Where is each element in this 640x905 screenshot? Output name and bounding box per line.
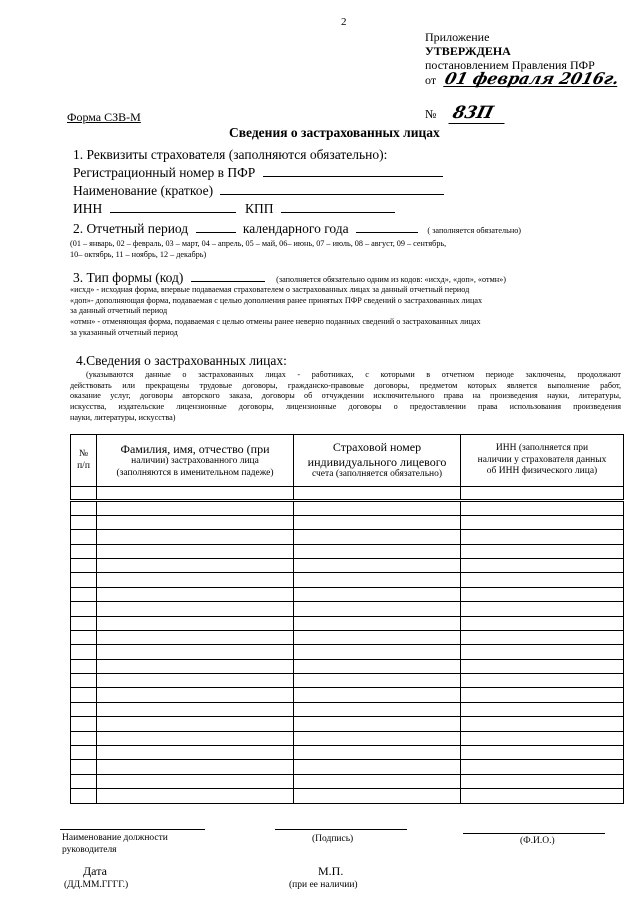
col-fio-header-line1: Фамилия, имя, отчество (при xyxy=(120,441,270,456)
reg-number-field[interactable] xyxy=(263,166,443,177)
col-fio-header-line3: (заполняются в именительном падеже) xyxy=(116,467,274,478)
table-row xyxy=(71,587,624,601)
inn-cell[interactable] xyxy=(461,515,624,529)
position-label xyxy=(62,832,168,856)
row-number-cell[interactable] xyxy=(71,789,97,803)
fio-label: (Ф.И.О.) xyxy=(520,836,555,846)
table-body xyxy=(71,487,624,804)
inn-cell[interactable] xyxy=(461,774,624,788)
table-row xyxy=(71,746,624,760)
fio-cell[interactable] xyxy=(97,530,294,544)
approval-number-prefix: № xyxy=(425,107,437,121)
table-row xyxy=(71,674,624,688)
fio-cell[interactable] xyxy=(97,774,294,788)
date-label: Дата xyxy=(83,864,107,878)
snils-cell[interactable] xyxy=(294,602,461,616)
col-inn-header-line1: ИНН (заполняется при xyxy=(495,443,589,454)
inn-cell[interactable] xyxy=(461,789,624,803)
table-row xyxy=(71,515,624,529)
reporting-period-note: ( заполняется обязательно) xyxy=(427,226,522,235)
col-number-header-line1: № xyxy=(78,448,89,459)
section-insurer xyxy=(73,146,444,218)
snils-cell[interactable] xyxy=(294,501,461,515)
table-row xyxy=(71,501,624,515)
form-type-legend-line2: «доп»- дополняющая форма, подаваемая с целью дополнения ранее принятых ПФР сведений о застрахованных лицах xyxy=(70,295,483,305)
calendar-year-field[interactable] xyxy=(356,222,418,233)
col-number-header-line2: п/п xyxy=(77,460,90,471)
page-title: Сведения о застрахованных лицах xyxy=(229,125,440,140)
insured-persons-table xyxy=(70,434,624,804)
snils-cell[interactable] xyxy=(294,573,461,587)
row-number-cell[interactable] xyxy=(71,515,97,529)
inn-cell[interactable] xyxy=(461,544,624,558)
table-row xyxy=(71,558,624,572)
snils-cell[interactable] xyxy=(294,487,461,501)
inn-cell[interactable] xyxy=(461,558,624,572)
fio-cell[interactable] xyxy=(97,630,294,644)
table-row xyxy=(71,487,624,501)
fio-line[interactable] xyxy=(463,833,605,834)
snils-cell[interactable] xyxy=(294,544,461,558)
row-number-cell[interactable] xyxy=(71,544,97,558)
row-number-cell[interactable] xyxy=(71,530,97,544)
inn-cell[interactable] xyxy=(461,702,624,716)
insured-persons-note-line1: (указываются данные о застрахованных лицах - работниках, с которыми в отчетном периоде заключены, продолжают xyxy=(86,370,621,379)
form-type-row xyxy=(73,270,506,286)
snils-cell[interactable] xyxy=(294,731,461,745)
snils-cell[interactable] xyxy=(294,674,461,688)
inn-cell[interactable] xyxy=(461,530,624,544)
inn-cell[interactable] xyxy=(461,659,624,673)
fio-cell[interactable] xyxy=(97,573,294,587)
col-fio-header-line2: наличии) застрахованного лица xyxy=(131,456,259,467)
row-number-cell[interactable] xyxy=(71,702,97,716)
fio-cell[interactable] xyxy=(97,558,294,572)
row-number-cell[interactable] xyxy=(71,760,97,774)
inn-kpp-row xyxy=(73,200,444,218)
section-insurer-heading: 1. Реквизиты страхователя (заполняются обязательно): xyxy=(73,147,388,162)
insured-persons-heading: 4.Сведения о застрахованных лицах: xyxy=(76,353,287,368)
row-number-cell[interactable] xyxy=(71,501,97,515)
snils-cell[interactable] xyxy=(294,702,461,716)
position-line[interactable] xyxy=(60,829,205,830)
reporting-period-row xyxy=(73,221,521,237)
snils-cell[interactable] xyxy=(294,774,461,788)
row-number-cell[interactable] xyxy=(71,573,97,587)
row-number-cell[interactable] xyxy=(71,674,97,688)
approval-date-prefix: от xyxy=(425,73,437,87)
fio-cell[interactable] xyxy=(97,760,294,774)
approval-decree: постановлением Правления ПФР xyxy=(425,58,595,72)
stamp-note: (при ее наличии) xyxy=(289,880,358,890)
signature-line[interactable] xyxy=(275,829,407,830)
col-snils-header-line3: счета (заполняется обязательно) xyxy=(311,469,443,480)
stamp-label: М.П. xyxy=(318,864,344,878)
row-number-cell[interactable] xyxy=(71,717,97,731)
approval-date-handwritten: 01 февраля 2016г. xyxy=(442,69,622,88)
reporting-period-field[interactable] xyxy=(196,222,236,233)
snils-cell[interactable] xyxy=(294,789,461,803)
insured-persons-note-line3: оказание услуг, договоры авторского заказа, договоры об отчуждении исключительного права на произведения науки, литературы, xyxy=(70,391,621,401)
row-number-cell[interactable] xyxy=(71,558,97,572)
fio-cell[interactable] xyxy=(97,789,294,803)
table-row xyxy=(71,774,624,788)
page-number: 2 xyxy=(341,16,347,28)
col-inn-header-line3: об ИНН физического лица) xyxy=(486,466,598,477)
row-number-cell[interactable] xyxy=(71,602,97,616)
fio-cell[interactable] xyxy=(97,659,294,673)
snils-cell[interactable] xyxy=(294,530,461,544)
inn-cell[interactable] xyxy=(461,630,624,644)
inn-cell[interactable] xyxy=(461,573,624,587)
snils-cell[interactable] xyxy=(294,630,461,644)
table-row xyxy=(71,702,624,716)
table-header-row xyxy=(71,435,624,487)
reg-number-label: Регистрационный номер в ПФР xyxy=(73,165,256,180)
approval-date-row xyxy=(425,69,622,88)
form-type-legend xyxy=(70,285,482,338)
snils-cell[interactable] xyxy=(294,616,461,630)
col-number-header xyxy=(71,435,97,487)
row-number-cell[interactable] xyxy=(71,746,97,760)
col-inn-header-line2: наличии у страхователя данных xyxy=(477,454,607,465)
insured-persons-note-line4: искусства, издательские лицензионные договоры, лицензионные договоры о предоставлении права использования произведения xyxy=(70,401,621,411)
months-legend-line2: 10– октябрь, 11 – ноябрь, 12 – декабрь) xyxy=(70,249,207,259)
fio-cell[interactable] xyxy=(97,674,294,688)
inn-cell[interactable] xyxy=(461,602,624,616)
table-row xyxy=(71,573,624,587)
table-row xyxy=(71,731,624,745)
inn-cell[interactable] xyxy=(461,645,624,659)
short-name-field[interactable] xyxy=(220,184,444,195)
months-legend-line1: (01 – январь, 02 – февраль, 03 – март, 04 – апрель, 05 – май, 06– июнь, 07 – июль, 08 – август, 09 – сентябрь, xyxy=(70,239,447,248)
approval-number-row xyxy=(425,103,507,124)
reporting-period-label: 2. Отчетный период xyxy=(73,221,189,236)
col-inn-header xyxy=(461,435,624,487)
form-code: Форма СЗВ-М xyxy=(67,110,141,124)
table-row xyxy=(71,630,624,644)
snils-cell[interactable] xyxy=(294,659,461,673)
table-row xyxy=(71,688,624,702)
snils-cell[interactable] xyxy=(294,515,461,529)
reg-number-row xyxy=(73,164,444,182)
fio-cell[interactable] xyxy=(97,587,294,601)
row-number-cell[interactable] xyxy=(71,659,97,673)
table-row xyxy=(71,659,624,673)
fio-cell[interactable] xyxy=(97,746,294,760)
snils-cell[interactable] xyxy=(294,558,461,572)
row-number-cell[interactable] xyxy=(71,587,97,601)
inn-cell[interactable] xyxy=(461,616,624,630)
snils-cell[interactable] xyxy=(294,688,461,702)
kpp-label: КПП xyxy=(245,201,274,216)
fio-cell[interactable] xyxy=(97,616,294,630)
inn-cell[interactable] xyxy=(461,674,624,688)
insured-persons-note xyxy=(70,370,621,423)
inn-cell[interactable] xyxy=(461,501,624,515)
inn-cell[interactable] xyxy=(461,746,624,760)
position-label-line1: Наименование должности xyxy=(62,833,168,843)
form-type-label: 3. Тип формы (код) xyxy=(73,270,184,285)
col-fio-header xyxy=(97,435,294,487)
approval-appendix: Приложение xyxy=(425,30,490,44)
row-number-cell[interactable] xyxy=(71,630,97,644)
row-number-cell[interactable] xyxy=(71,616,97,630)
fio-cell[interactable] xyxy=(97,501,294,515)
form-type-legend-line4: «отмн» - отменяющая форма, подаваемая с целью отмены ранее неверно поданных сведений о застрахованных лицах xyxy=(70,316,481,326)
approval-approved: УТВЕРЖДЕНА xyxy=(425,44,511,58)
calendar-year-label: календарного года xyxy=(242,221,349,236)
form-type-legend-line1: «исхд» - исходная форма, впервые подаваемая страхователем о застрахованных лицах за данный отчетный период xyxy=(70,285,470,294)
fio-cell[interactable] xyxy=(97,544,294,558)
table-row xyxy=(71,544,624,558)
short-name-row xyxy=(73,182,444,200)
table-row xyxy=(71,717,624,731)
position-label-line2: руководителя xyxy=(62,845,117,855)
inn-field[interactable] xyxy=(110,202,236,213)
row-number-cell[interactable] xyxy=(71,487,97,501)
approval-number-handwritten: 83П xyxy=(449,103,510,124)
inn-cell[interactable] xyxy=(461,487,624,501)
table-row xyxy=(71,616,624,630)
col-snils-header-line1: Страховой номер xyxy=(332,440,422,455)
row-number-cell[interactable] xyxy=(71,731,97,745)
fio-cell[interactable] xyxy=(97,702,294,716)
inn-cell[interactable] xyxy=(461,688,624,702)
signature-label: (Подпись) xyxy=(312,834,354,844)
fio-cell[interactable] xyxy=(97,731,294,745)
table-row xyxy=(71,645,624,659)
date-format: (ДД.ММ.ГГГГ.) xyxy=(64,880,129,890)
snils-cell[interactable] xyxy=(294,587,461,601)
inn-cell[interactable] xyxy=(461,731,624,745)
col-snils-header-line2: индивидуального лицевого xyxy=(307,454,447,469)
insured-persons-note-line2: действовать или прекращены трудовые договоры, гражданско-правовые договоры, предметом которых является выполнение работ, xyxy=(70,380,621,390)
months-legend xyxy=(70,239,446,260)
snils-cell[interactable] xyxy=(294,645,461,659)
kpp-field[interactable] xyxy=(281,202,395,213)
table-row xyxy=(71,789,624,803)
row-number-cell[interactable] xyxy=(71,645,97,659)
table-row xyxy=(71,760,624,774)
col-snils-header xyxy=(294,435,461,487)
form-type-note: (заполняется обязательно одним из кодов: «исхд», «доп», «отмн») xyxy=(276,275,506,284)
approval-block xyxy=(425,30,622,88)
form-type-field[interactable] xyxy=(191,271,265,282)
row-number-cell[interactable] xyxy=(71,774,97,788)
fio-cell[interactable] xyxy=(97,602,294,616)
form-type-legend-line3: за данный отчетный период xyxy=(70,306,168,316)
fio-cell[interactable] xyxy=(97,688,294,702)
form-type-legend-line5: за указанный отчетный период xyxy=(70,327,178,337)
inn-cell[interactable] xyxy=(461,760,624,774)
fio-cell[interactable] xyxy=(97,645,294,659)
snils-cell[interactable] xyxy=(294,717,461,731)
snils-cell[interactable] xyxy=(294,760,461,774)
table-row xyxy=(71,602,624,616)
row-number-cell[interactable] xyxy=(71,688,97,702)
inn-cell[interactable] xyxy=(461,587,624,601)
inn-label: ИНН xyxy=(73,201,103,216)
snils-cell[interactable] xyxy=(294,746,461,760)
short-name-label: Наименование (краткое) xyxy=(73,183,214,198)
inn-cell[interactable] xyxy=(461,717,624,731)
fio-cell[interactable] xyxy=(97,717,294,731)
table-row xyxy=(71,530,624,544)
fio-cell[interactable] xyxy=(97,515,294,529)
fio-cell[interactable] xyxy=(97,487,294,501)
insured-persons-note-line5: науки, литературы, искусства) xyxy=(70,412,176,422)
